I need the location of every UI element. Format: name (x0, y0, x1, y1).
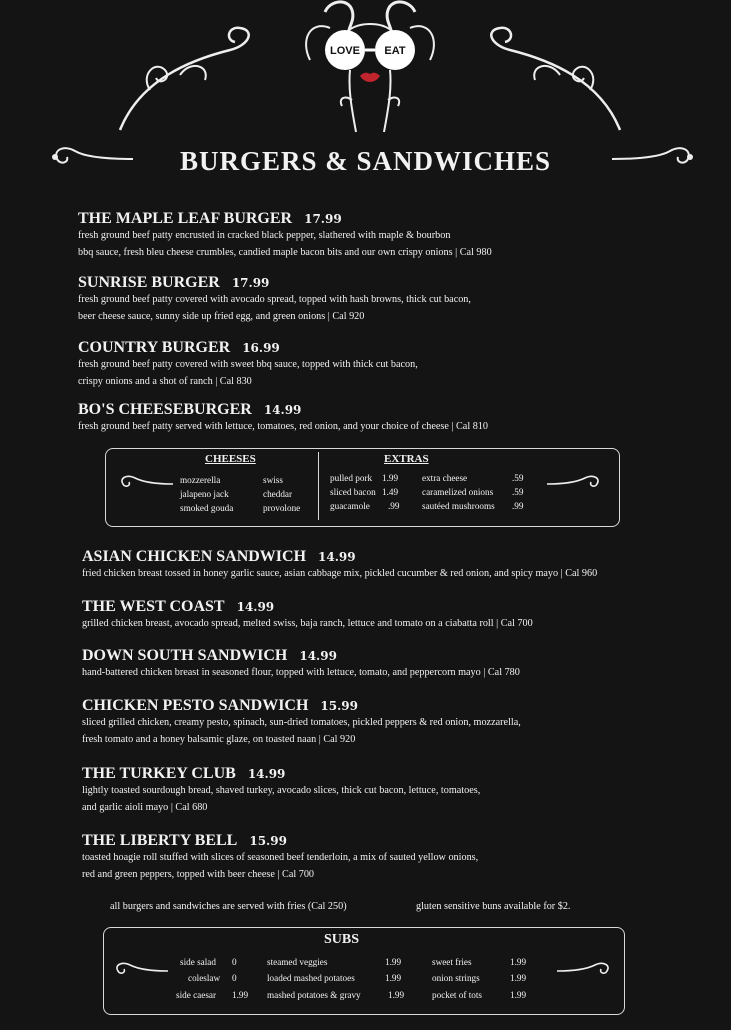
item-desc: red and green peppers, topped with beer cheese | Cal 700 (82, 868, 315, 880)
item-name: DOWN SOUTH SANDWICH (82, 647, 288, 664)
menu-item (82, 830, 731, 883)
extra-name: guacamole (330, 501, 370, 511)
item-price: 14.99 (318, 550, 356, 564)
flourish-left-icon (110, 20, 260, 140)
item-name: COUNTRY BURGER (78, 339, 231, 356)
logo-love-text: LOVE (330, 45, 360, 57)
cheese-option: provolone (263, 503, 301, 513)
item-desc: and garlic aioli mayo | Cal 680 (82, 801, 208, 813)
item-desc: fried chicken breast tossed in honey garlic sauce, asian cabbage mix, pickled cucumber & red onion, and spicy mayo | Cal 960 (82, 568, 598, 579)
item-price: 15.99 (249, 834, 287, 848)
gluten-note: gluten sensitive buns available for $2. (416, 901, 571, 912)
item-desc: beer cheese sauce, sunny side up fried egg, and green onions | Cal 920 (78, 310, 365, 322)
sub-name: steamed veggies (267, 957, 328, 967)
box-divider (318, 452, 319, 520)
sub-name: side caesar (176, 990, 217, 1000)
extras-heading: EXTRAS (384, 453, 429, 465)
item-desc: fresh ground beef patty served with lettuce, tomatoes, red onion, and your choice of cheese | Cal 810 (78, 421, 488, 432)
sub-name: sweet fries (432, 957, 472, 967)
menu-item (78, 208, 731, 261)
item-desc: fresh ground beef patty covered with sweet bbq sauce, topped with thick cut bacon, (78, 359, 418, 370)
subs-heading: SUBS (324, 932, 360, 947)
extra-name: extra cheese (422, 473, 468, 483)
item-name: SUNRISE BURGER (78, 274, 220, 291)
menu-item (82, 546, 731, 583)
cheese-option: cheddar (263, 489, 293, 499)
subs-box (103, 927, 625, 1015)
title-swirl-right-icon (610, 135, 700, 175)
item-desc: lightly toasted sourdough bread, shaved turkey, avocado slices, thick cut bacon, lettuce, tomatoes, (82, 785, 481, 796)
subs-swirl-right-icon (555, 957, 615, 981)
logo-eat-text: EAT (384, 45, 406, 57)
item-desc: sliced grilled chicken, creamy pesto, spinach, sun-dried tomatoes, pickled peppers & red onion, mozzarella, (82, 717, 521, 728)
sub-name: side salad (180, 957, 216, 967)
item-desc: fresh tomato and a honey balsamic glaze, on toasted naan | Cal 920 (82, 733, 356, 745)
sub-name: mashed potatoes & gravy (267, 990, 361, 1000)
item-price: 15.99 (320, 699, 358, 713)
menu-item (78, 272, 731, 325)
sub-price: 0 (232, 957, 237, 967)
sub-price: 1.99 (385, 973, 402, 983)
sub-price: 1.99 (510, 973, 527, 983)
extra-price: .59 (512, 487, 524, 497)
menu-item (82, 596, 731, 633)
menu-item (78, 337, 731, 390)
item-name: ASIAN CHICKEN SANDWICH (82, 548, 307, 565)
item-desc: fresh ground beef patty encrusted in cracked black pepper, slathered with maple & bourbon (78, 230, 451, 241)
item-name: THE LIBERTY BELL (82, 832, 238, 849)
fries-note: all burgers and sandwiches are served with fries (Cal 250) (110, 901, 347, 912)
extra-name: pulled pork (330, 473, 373, 483)
item-desc: grilled chicken breast, avocado spread, melted swiss, baja ranch, lettuce and tomato on a ciabatta roll | Cal 700 (82, 618, 533, 629)
box-swirl-left-icon (115, 470, 175, 494)
item-desc: fresh ground beef patty covered with avocado spread, topped with hash browns, thick cut bacon, (78, 294, 471, 305)
item-price: 14.99 (236, 600, 275, 614)
cheese-option: smoked gouda (180, 503, 234, 513)
sub-price: 1.99 (232, 990, 249, 1000)
item-name: CHICKEN PESTO SANDWICH (82, 697, 309, 714)
item-desc: bbq sauce, fresh bleu cheese crumbles, candied maple bacon bits and our own crispy onions | Cal 980 (78, 246, 492, 258)
sub-name: coleslaw (188, 973, 221, 983)
extra-price: .59 (512, 473, 524, 483)
sub-name: pocket of tots (432, 990, 483, 1000)
page-title: BURGERS & SANDWICHES (179, 146, 552, 176)
cheese-option: jalapeno jack (180, 489, 229, 499)
menu-item (82, 645, 731, 682)
item-desc: hand-battered chicken breast in seasoned flour, topped with lettuce, tomato, and peppercorn mayo | Cal 780 (82, 667, 520, 678)
item-desc: crispy onions and a shot of ranch | Cal 830 (78, 375, 252, 387)
sub-price: 1.99 (388, 990, 405, 1000)
sub-price: 0 (232, 973, 237, 983)
item-price: 14.99 (263, 403, 302, 417)
extra-price: .99 (512, 501, 524, 511)
flourish-right-icon (480, 20, 630, 140)
box-swirl-right-icon (545, 470, 605, 494)
extra-name: sliced bacon (330, 487, 376, 497)
item-price: 16.99 (242, 341, 280, 355)
menu-item (82, 763, 731, 816)
item-name: THE WEST COAST (82, 598, 225, 615)
extra-price: .99 (388, 501, 400, 511)
sub-price: 1.99 (385, 957, 402, 967)
item-price: 17.99 (304, 212, 342, 226)
love-eat-logo (290, 0, 450, 140)
extra-name: sautéed mushrooms (422, 501, 495, 511)
item-price: 14.99 (299, 649, 337, 663)
menu-item (82, 695, 731, 748)
subs-swirl-left-icon (110, 957, 170, 981)
cheese-option: swiss (263, 475, 283, 485)
item-name: BO'S CHEESEBURGER (78, 401, 252, 418)
item-name: THE MAPLE LEAF BURGER (78, 210, 293, 227)
sub-price: 1.99 (510, 957, 527, 967)
cheese-option: mozzerella (180, 475, 221, 485)
sub-price: 1.99 (510, 990, 527, 1000)
item-price: 17.99 (231, 276, 270, 290)
cheeses-heading: CHEESES (205, 453, 256, 465)
extra-name: caramelized onions (422, 487, 494, 497)
extra-price: 1.99 (382, 473, 399, 483)
extra-price: 1.49 (382, 487, 399, 497)
item-desc: toasted hoagie roll stuffed with slices of seasoned beef tenderloin, a mix of sauted yellow onions, (82, 852, 479, 863)
item-name: THE TURKEY CLUB (82, 765, 236, 782)
sub-name: loaded mashed potatoes (267, 973, 355, 983)
menu-item (78, 399, 731, 436)
item-price: 14.99 (247, 767, 286, 781)
sub-name: onion strings (432, 973, 480, 983)
